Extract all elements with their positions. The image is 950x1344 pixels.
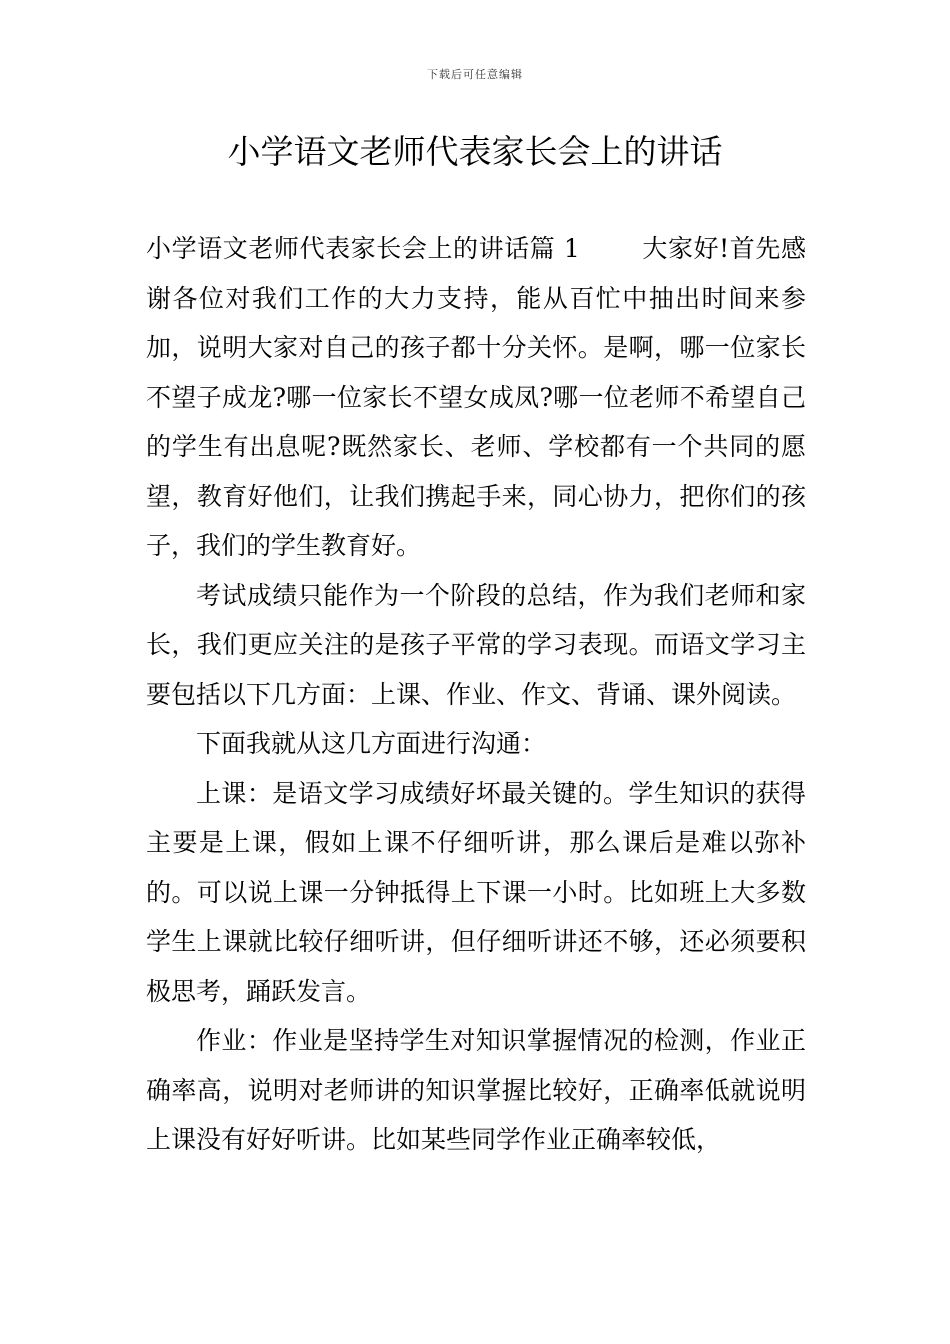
body-paragraph: 作业：作业是坚持学生对知识掌握情况的检测，作业正确率高，说明对老师讲的知识掌握比较好，正确率低就说明上课没有好好听讲。比如某些同学作业正确率较低， xyxy=(146,1026,806,1154)
intro-paragraph xyxy=(146,224,806,571)
intro-text: 大家好!首先感谢各位对我们工作的大力支持，能从百忙中抽出时间来参加，说明大家对自己的孩子都十分关怀。是啊，哪一位家长不望子成龙?哪一位家长不望女成凤?哪一位老师不希望自己的学生有出息呢?既然家长、老师、学校都有一个共同的愿望，教育好他们，让我们携起手来，同心协力，把你们的孩子，我们的学生教育好。 xyxy=(146,234,806,560)
header-note: 下载后可任意编辑 xyxy=(427,68,523,81)
document-body xyxy=(146,224,806,1165)
intro-heading: 小学语文老师代表家长会上的讲话篇 1 xyxy=(146,234,580,263)
body-paragraph: 上课：是语文学习成绩好坏最关键的。学生知识的获得主要是上课，假如上课不仔细听讲，那么课后是难以弥补的。可以说上课一分钟抵得上下课一小时。比如班上大多数学生上课就比较仔细听讲，但仔细听讲还不够，还必须要积极思考，踊跃发言。 xyxy=(146,778,806,1006)
document-title: 小学语文老师代表家长会上的讲话 xyxy=(227,132,723,171)
body-paragraph: 考试成绩只能作为一个阶段的总结，作为我们老师和家长，我们更应关注的是孩子平常的学习表现。而语文学习主要包括以下几方面：上课、作业、作文、背诵、课外阅读。 xyxy=(146,580,806,709)
body-paragraph: 下面我就从这几方面进行沟通： xyxy=(196,729,547,758)
